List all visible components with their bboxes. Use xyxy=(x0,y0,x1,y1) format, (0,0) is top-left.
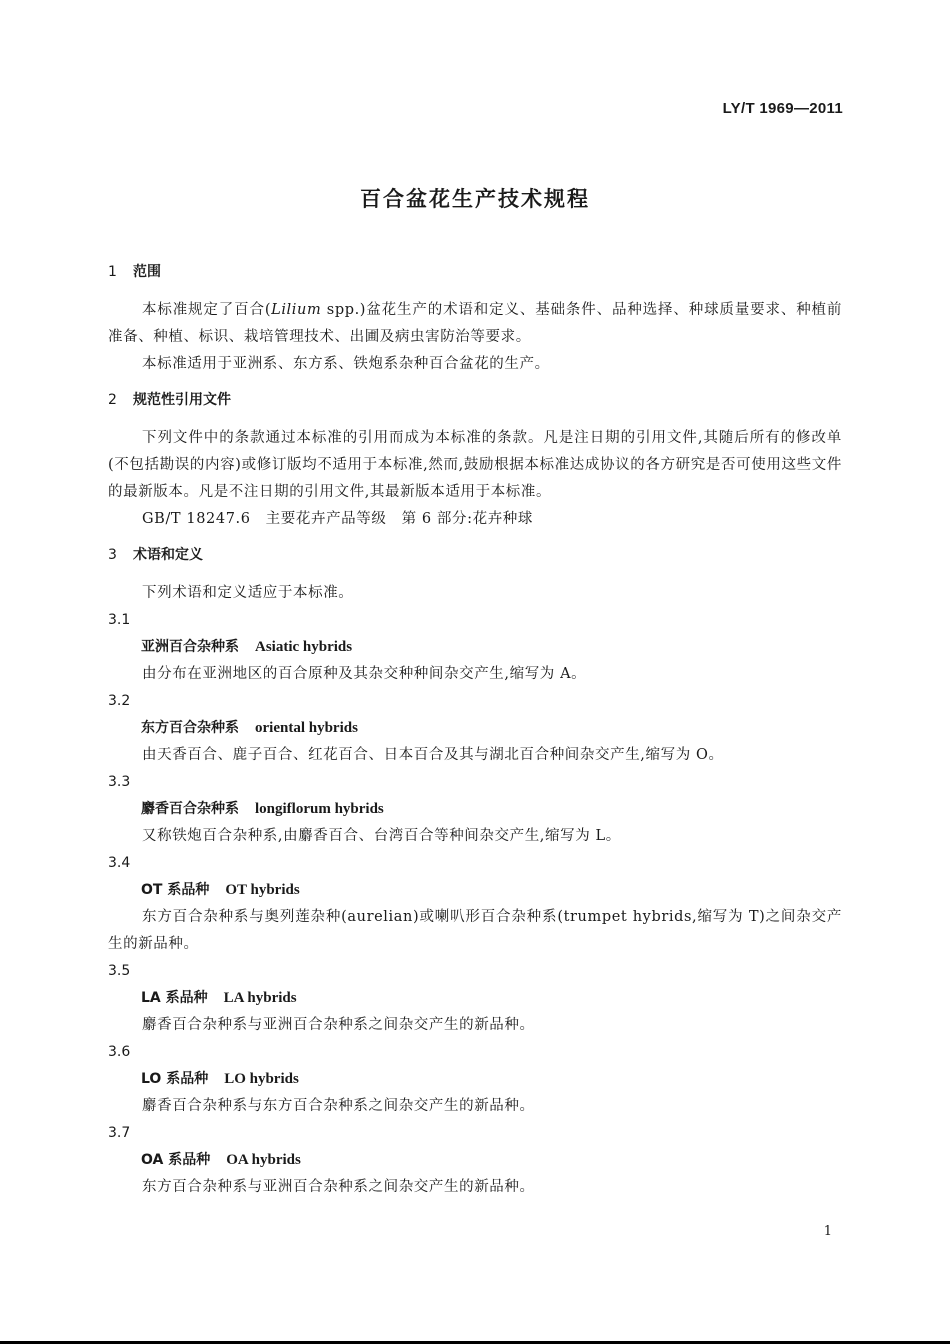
term-3-2 xyxy=(108,688,842,769)
term-number: 3.5 xyxy=(108,963,131,979)
section-title: 规范性引用文件 xyxy=(133,392,231,408)
scope-applicability: 本标准适用于亚洲系、东方系、铁炮系杂种百合盆花的生产。 xyxy=(142,356,550,372)
term-3-1 xyxy=(108,607,842,688)
term-heading: LA 系品种 LA hybrids xyxy=(141,990,297,1006)
scope-paragraph: 本标准规定了百合(Lilium spp.)盆花生产的术语和定义、基础条件、品种选择、种球质量要求、种植前准备、种植、标识、栽培管理技术、出圃及病虫害防治等要求。 xyxy=(108,302,843,345)
term-number: 3.1 xyxy=(108,612,131,628)
terms-intro: 下列术语和定义适应于本标准。 xyxy=(142,585,354,601)
term-number: 3.3 xyxy=(108,774,131,790)
term-definition: 麝香百合杂种系与亚洲百合杂种系之间杂交产生的新品种。 xyxy=(142,1017,535,1033)
standard-code: LY/T 1969—2011 xyxy=(722,100,843,117)
term-definition: 东方百合杂种系与亚洲百合杂种系之间杂交产生的新品种。 xyxy=(142,1179,535,1195)
term-definition: 麝香百合杂种系与东方百合杂种系之间杂交产生的新品种。 xyxy=(142,1098,535,1114)
term-heading: OA 系品种 OA hybrids xyxy=(141,1152,301,1168)
term-3-3 xyxy=(108,769,842,850)
section-title: 术语和定义 xyxy=(133,547,203,563)
page-number: 1 xyxy=(823,1224,832,1239)
term-3-5 xyxy=(108,958,842,1039)
document-title: 百合盆花生产技术规程 xyxy=(360,187,590,211)
section-number: 3 xyxy=(108,547,117,563)
section-1-heading xyxy=(108,262,842,289)
section-number: 2 xyxy=(108,392,117,408)
section-number: 1 xyxy=(108,264,117,280)
term-3-4 xyxy=(108,850,842,958)
term-3-6 xyxy=(108,1039,842,1120)
term-heading: OT 系品种 OT hybrids xyxy=(141,882,300,898)
section-2-heading xyxy=(108,390,842,417)
term-number: 3.6 xyxy=(108,1044,131,1060)
term-definition: 由分布在亚洲地区的百合原种及其杂交种种间杂交产生,缩写为 A。 xyxy=(142,666,587,682)
references-paragraph: 下列文件中的条款通过本标准的引用而成为本标准的条款。凡是注日期的引用文件,其随后所有的修改单(不包括勘误的内容)或修订版均不适用于本标准,然而,鼓励根据本标准达成协议的各方研究是否可使用这些文件的最新版本。凡是不注日期的引用文件,其最新版本适用于本标准。 xyxy=(108,430,842,500)
term-definition: 又称铁炮百合杂种系,由麝香百合、台湾百合等种间杂交产生,缩写为 L。 xyxy=(142,828,621,844)
term-3-7 xyxy=(108,1120,842,1201)
section-3-heading xyxy=(108,545,842,572)
term-heading: 东方百合杂种系 oriental hybrids xyxy=(141,720,358,736)
term-number: 3.7 xyxy=(108,1125,131,1141)
term-heading: LO 系品种 LO hybrids xyxy=(141,1071,299,1087)
term-heading: 麝香百合杂种系 longiflorum hybrids xyxy=(141,801,384,817)
term-number: 3.2 xyxy=(108,693,131,709)
reference-item: GB/T 18247.6 主要花卉产品等级 第 6 部分:花卉种球 xyxy=(142,511,533,527)
term-number: 3.4 xyxy=(108,855,131,871)
term-heading: 亚洲百合杂种系 Asiatic hybrids xyxy=(141,639,353,655)
document-body xyxy=(108,262,842,1201)
section-title: 范围 xyxy=(133,264,161,280)
term-definition: 东方百合杂种系与奥列莲杂种(aurelian)或喇叭形百合杂种系(trumpet hybrids,缩写为 T)之间杂交产生的新品种。 xyxy=(108,909,842,952)
term-definition: 由天香百合、鹿子百合、红花百合、日本百合及其与湖北百合种间杂交产生,缩写为 O。 xyxy=(142,747,724,763)
